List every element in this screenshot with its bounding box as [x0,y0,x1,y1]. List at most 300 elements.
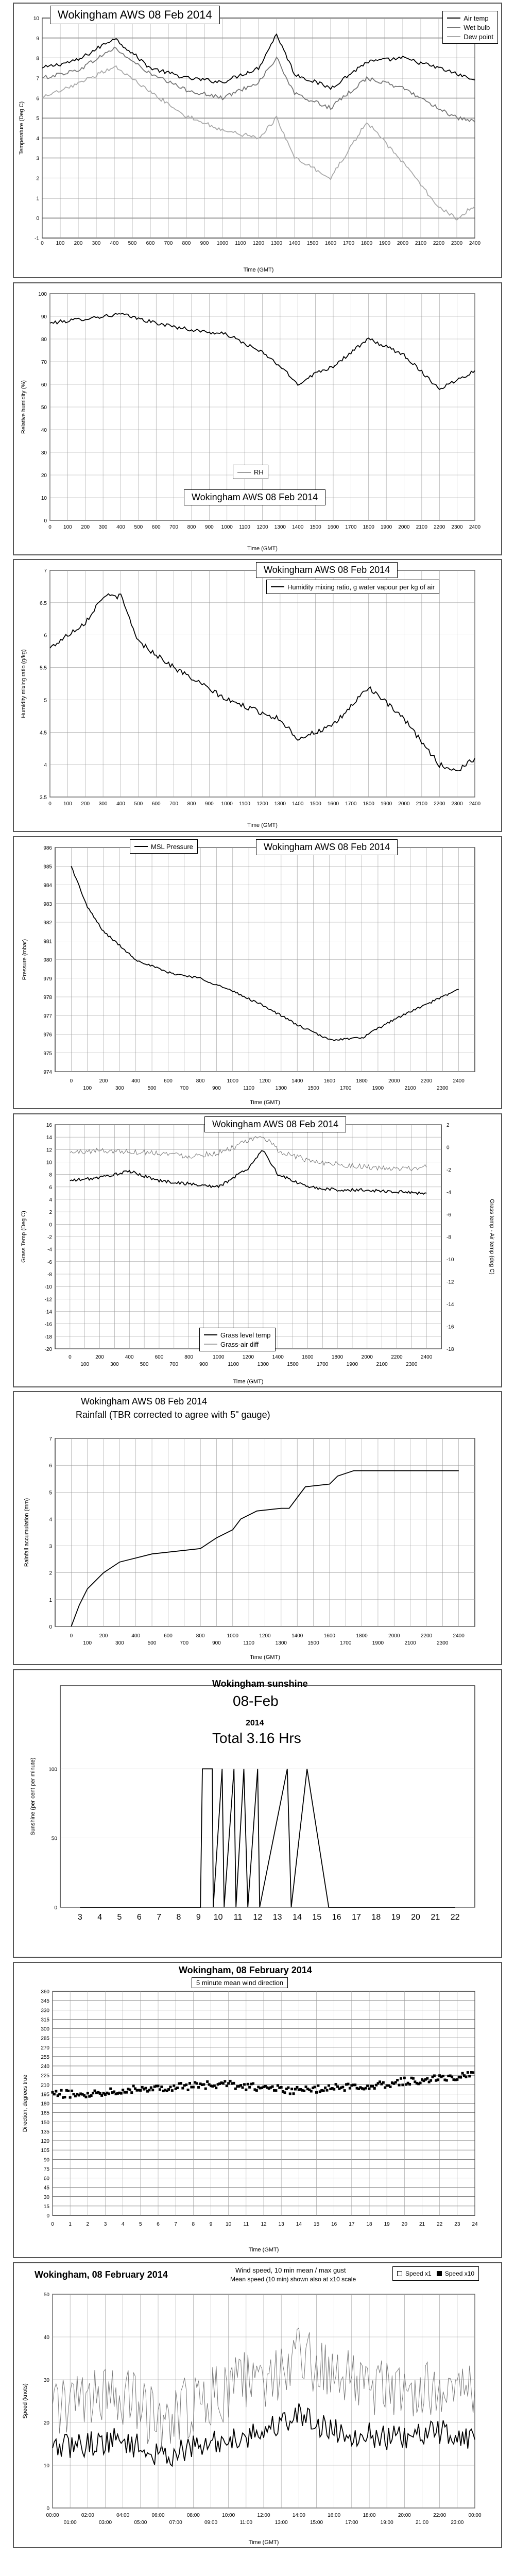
x-tick-label: 2100 [404,1086,416,1091]
chart-title: Wokingham, 08 February 2014 [179,1965,312,1975]
x-tick-label: 9 [209,2222,213,2227]
y2-tick-label: -18 [447,1347,454,1352]
x-axis-label: Time (GMT) [247,822,278,828]
data-point [255,2089,258,2092]
x-tick-label: 2000 [388,1078,400,1084]
x-tick-label: 1700 [345,524,357,530]
x-tick-label: 20:00 [398,2513,411,2518]
y-tick-label: 210 [41,2082,49,2089]
data-point [90,2094,93,2097]
data-point [204,2088,207,2090]
data-point [373,2087,376,2090]
y-tick-label: 60 [41,382,47,388]
y-tick-label: 150 [41,2120,49,2126]
x-tick-label: 4 [97,1913,102,1922]
data-point [322,2090,325,2092]
data-point [456,2078,458,2081]
x-tick-label: 22 [450,1913,460,1922]
x-tick-label: 18 [371,1913,381,1922]
data-point [71,2090,73,2092]
y-tick-label: 105 [41,2148,49,2154]
data-point [245,2089,247,2091]
x-tick-label: 1900 [379,241,391,246]
y-tick-label: 8 [49,1172,52,1178]
x-tick-label: 2200 [434,524,445,530]
x-tick-label: 17 [349,2222,355,2227]
x-tick-label: 200 [95,1354,104,1360]
data-point [284,2091,286,2094]
y2-tick-label: 2 [447,1123,450,1128]
x-tick-label: 2100 [415,241,427,246]
y-tick-label: 2 [49,1210,52,1216]
sunshine-chart [14,1670,501,1957]
data-point [63,2096,66,2098]
data-point [379,2080,381,2083]
data-point [159,2088,161,2091]
data-point [408,2083,411,2086]
data-point [58,2093,61,2095]
y-tick-label: 195 [41,2092,49,2098]
data-point [53,2093,56,2095]
x-tick-label: 1700 [342,241,355,246]
x-tick-label: 22 [437,2222,443,2227]
y-tick-label: 5 [36,116,39,122]
x-tick-label: 2100 [416,524,427,530]
x-tick-label: 1700 [317,1362,329,1367]
x-tick-label: 500 [147,1640,157,1646]
y-tick-label: 100 [38,292,47,297]
chart-title: Wokingham AWS 08 Feb 2014 [256,839,398,855]
y-tick-label: 15 [43,2204,49,2210]
x-tick-label: 800 [196,1633,205,1639]
x-tick-label: 900 [205,801,214,807]
rainfall-chart-panel [13,1391,502,1665]
chart-subtitle: Rainfall (TBR corrected to agree with 5" gauge) [76,1410,270,1420]
x-tick-label: 2100 [376,1362,388,1367]
y-tick-label: 315 [41,2017,49,2023]
legend-label: MSL Pressure [151,842,193,851]
y-tick-label: 10 [33,16,39,22]
chart-legend [130,839,198,854]
y-tick-label: 40 [43,2335,49,2341]
y-tick-label: 4 [49,1517,52,1523]
y-axis-label: Humidity mixing ratio (g/kg) [21,649,27,718]
y-axis-label: Rainfall accumulation (mm) [24,1498,30,1567]
data-point [139,2089,142,2092]
chart-note: Mean speed (10 min) shown also at x10 scale [230,2276,356,2283]
x-tick-label: 04:00 [116,2513,130,2518]
data-point [426,2077,428,2080]
x-tick-label: 100 [56,241,65,246]
x-tick-label: 1900 [372,1086,384,1091]
x-tick-label: 400 [110,241,119,246]
y-axis-label: Sunshine (per cent per minute) [30,1757,36,1836]
y-axis-label: Speed (knots) [22,2383,28,2419]
x-tick-label: 2200 [420,1633,433,1639]
y-tick-label: 976 [43,1032,52,1038]
x-tick-label: 06:00 [151,2513,165,2518]
pressure-swatch [134,846,148,847]
x-tick-label: 900 [200,241,209,246]
x-tick-label: 14:00 [292,2513,305,2518]
wind-direction-chart-panel [13,1962,502,2258]
chart-legend [266,580,439,594]
x-tick-label: 1800 [363,524,374,530]
data-point [132,2084,135,2087]
x-tick-label: 7 [174,2222,177,2227]
x-tick-label: 1600 [323,1633,336,1639]
humidity-chart-panel [13,282,502,555]
data-point [412,2077,415,2080]
x-tick-label: 800 [187,524,196,530]
y-tick-label: 0 [49,1222,52,1228]
x-tick-label: 1300 [275,1640,287,1646]
x-tick-label: 6 [157,2222,160,2227]
x-tick-label: 10 [213,1913,223,1922]
x-tick-label: 1300 [270,241,283,246]
legend-label: Speed x10 [444,2270,475,2277]
x-tick-label: 21 [431,1913,440,1922]
x-tick-label: 1500 [287,1362,299,1367]
data-point [398,2084,401,2087]
data-point [366,2084,369,2087]
temperature-chart [14,4,501,277]
x-tick-label: 13 [278,2222,284,2227]
temperature-chart-panel [13,3,502,278]
data-point [169,2086,171,2088]
data-point [315,2091,318,2094]
y-tick-label: 10 [41,496,47,501]
x-tick-label: 0 [51,2222,54,2227]
x-tick-label: 500 [147,1086,157,1091]
y-tick-label: -4 [47,1247,52,1253]
date-label: 08-Feb [233,1693,279,1709]
pressure-chart-panel [13,836,502,1109]
y-tick-label: 20 [43,2420,49,2426]
data-point [213,2084,216,2087]
x-tick-label: 1000 [216,241,229,246]
x-tick-label: 1700 [345,801,357,807]
y-tick-label: 0 [44,518,47,524]
data-point [247,2083,249,2086]
x-tick-label: 900 [205,524,214,530]
y-tick-label: 4 [44,762,47,769]
x-tick-label: 0 [68,1354,72,1360]
x-tick-label: 2100 [404,1640,416,1646]
x-tick-label: 2400 [421,1354,433,1360]
y-tick-label: 984 [43,883,52,889]
y2-tick-label: -8 [447,1234,451,1241]
x-tick-label: 1600 [324,241,337,246]
data-point [196,2082,198,2084]
data-point [157,2084,160,2087]
wind-direction-chart [14,1963,501,2257]
chart-title: Wokingham AWS 08 Feb 2014 [256,562,398,578]
chart-legend [392,2266,479,2281]
x-tick-label: 13 [272,1913,282,1922]
x-tick-label: 7 [157,1913,162,1922]
y-tick-label: 135 [41,2129,49,2135]
data-point [167,2088,170,2091]
data-point [290,2088,293,2090]
data-point [92,2092,94,2094]
x-tick-label: 2 [86,2222,90,2227]
chart-subtitle: 5 minute mean wind direction [192,1977,288,1988]
y-tick-label: 1 [49,1597,52,1603]
x-tick-label: 600 [151,524,161,530]
data-point [461,2072,464,2075]
data-point [344,2089,346,2092]
x-tick-label: 08:00 [186,2513,200,2518]
y-tick-label: 0 [46,2213,49,2219]
x-tick-label: 8 [176,1913,181,1922]
x-tick-label: 100 [80,1362,90,1367]
x-tick-label: 600 [164,1633,173,1639]
x-tick-label: 16 [331,2222,337,2227]
x-tick-label: 1200 [259,1078,271,1084]
chart-legend [199,1328,276,1351]
x-axis-label: Time (GMT) [250,1099,280,1106]
y-tick-label: 6 [36,96,39,102]
x-tick-label: 3 [104,2222,107,2227]
data-point [242,2086,244,2089]
y-tick-label: 982 [43,920,52,926]
x-tick-label: 1800 [360,241,373,246]
data-point [224,2080,226,2082]
x-tick-label: 300 [115,1640,124,1646]
chart-title: Wokingham, 08 February 2014 [35,2269,168,2280]
x-tick-label: 1200 [256,801,268,807]
x-tick-label: 700 [180,1640,189,1646]
x-tick-label: 500 [134,524,143,530]
data-point [69,2096,72,2099]
legend-label: RH [254,468,264,476]
y-tick-label: 5 [49,1490,52,1496]
x-tick-label: 11 [233,1913,243,1922]
data-point [227,2082,230,2084]
x-tick-label: 1500 [306,241,319,246]
x-tick-label: 00:00 [46,2513,59,2518]
x-tick-label: 1500 [307,1640,319,1646]
y-tick-label: 0 [46,2506,49,2512]
x-tick-label: 2400 [469,241,481,246]
x-tick-label: 1100 [239,524,250,530]
sunshine-chart-panel [13,1669,502,1958]
x-tick-label: 1000 [227,1633,238,1639]
y-tick-label: 40 [41,428,47,433]
x-tick-label: 12 [253,1913,263,1922]
data-point [234,2088,237,2090]
x-tick-label: 2400 [469,524,481,530]
x-tick-label: 1200 [242,1354,254,1360]
x-tick-label: 2300 [451,241,463,246]
x-tick-label: 1100 [235,241,246,246]
y-tick-label: 90 [43,2157,49,2163]
mixing-ratio-chart [14,560,501,831]
x-tick-label: 23:00 [451,2520,464,2526]
data-point [468,2075,471,2077]
x-tick-label: 0 [70,1633,73,1639]
y-tick-label: 360 [41,1989,49,1995]
dew-point-swatch [447,36,460,37]
x-tick-label: 200 [99,1633,108,1639]
data-point [335,2083,337,2086]
data-point [151,2089,154,2091]
x-tick-label: 05:00 [134,2520,147,2526]
data-point [84,2096,87,2098]
y-tick-label: 9 [36,36,39,42]
y-tick-label: 225 [41,2073,49,2079]
data-point [181,2087,184,2090]
data-point [239,2084,242,2087]
y-tick-label: 75 [43,2166,49,2173]
y-tick-label: 30 [41,450,47,456]
x-tick-label: 24 [472,2222,478,2227]
y-tick-label: 7 [44,568,47,574]
y-tick-label: 7 [49,1436,52,1442]
x-axis-label: Time (GMT) [247,546,278,552]
year-label: 2014 [246,1719,264,1727]
x-tick-label: 100 [63,801,72,807]
data-point [459,2076,462,2079]
x-tick-label: 02:00 [81,2513,94,2518]
data-point [232,2082,235,2084]
x-tick-label: 2200 [433,241,445,246]
y-axis-label: Direction, degrees true [22,2074,28,2132]
chart-title: Wokingham AWS 08 Feb 2014 [50,6,220,24]
y2-tick-label: -10 [447,1257,454,1263]
x-tick-label: 9 [196,1913,201,1922]
x-tick-label: 1100 [228,1362,239,1367]
data-point [185,2083,187,2086]
x-tick-label: 21:00 [415,2520,429,2526]
x-tick-label: 500 [140,1362,149,1367]
y-tick-label: 4.5 [40,730,47,736]
y-tick-label: 90 [41,314,47,320]
x-tick-label: 1800 [331,1354,344,1360]
data-point [437,2078,439,2081]
x-axis-label: Time (GMT) [248,2539,279,2546]
data-point [176,2087,179,2089]
data-point [122,2089,124,2091]
data-point [289,2092,291,2095]
x-tick-label: 19 [384,2222,390,2227]
x-tick-label: 4 [121,2222,125,2227]
y-tick-label: -8 [47,1272,52,1278]
y-tick-label: 330 [41,2008,49,2014]
x-tick-label: 1500 [310,524,321,530]
y-tick-label: 3.5 [40,795,47,801]
legend-label: Air temp [464,14,489,22]
x-tick-label: 19 [391,1913,401,1922]
x-tick-label: 18:00 [363,2513,376,2518]
x-tick-label: 15:00 [310,2520,323,2526]
y-tick-label: -2 [47,1234,52,1241]
x-tick-label: 00:00 [468,2513,482,2518]
chart-title: Wokingham AWS 08 Feb 2014 [204,1116,346,1132]
x-tick-label: 5 [117,1913,122,1922]
x-tick-label: 600 [146,241,155,246]
x-tick-label: 0 [48,801,52,807]
y-tick-label: 180 [41,2101,49,2107]
data-point [467,2071,469,2074]
x-tick-label: 0 [70,1078,73,1084]
x-tick-label: 700 [180,1086,189,1091]
wet-bulb-swatch [447,27,460,28]
data-point [333,2088,335,2091]
y-tick-label: -6 [47,1259,52,1265]
legend-label: Humidity mixing ratio, g water vapour per kg of air [287,583,435,591]
x-tick-label: 1800 [356,1633,368,1639]
y-tick-label: 20 [41,473,47,479]
y-tick-label: 6 [44,633,47,639]
data-point [188,2082,191,2084]
x-tick-label: 1200 [259,1633,271,1639]
y2-tick-label: -2 [447,1167,451,1173]
x-tick-label: 11 [243,2222,249,2227]
y-tick-label: 10 [46,1160,52,1166]
x-tick-label: 1300 [274,524,286,530]
y2-tick-label: -6 [447,1212,451,1218]
x-tick-label: 1900 [381,524,392,530]
y-tick-label: 977 [43,1013,52,1020]
y-tick-label: 120 [41,2139,49,2144]
y-tick-label: -1 [35,236,39,242]
chart-title: Wokingham AWS 08 Feb 2014 [81,1396,208,1406]
data-point [148,2089,150,2091]
x-tick-label: 10:00 [222,2513,235,2518]
data-point [197,2086,200,2089]
x-tick-label: 400 [116,801,125,807]
data-point [317,2084,319,2087]
total-label: Total 3.16 Hrs [212,1730,301,1746]
y2-tick-label: -16 [447,1324,454,1330]
y-tick-label: 285 [41,2036,49,2042]
data-point [243,2083,246,2086]
y-tick-label: 8 [36,56,39,62]
x-tick-label: 1200 [252,241,265,246]
rainfall-chart [14,1392,501,1664]
data-point [125,2091,128,2094]
y-tick-label: 0 [36,216,39,222]
data-point [171,2089,174,2092]
data-point [328,2084,330,2087]
y-tick-label: 165 [41,2110,49,2116]
x-tick-label: 09:00 [204,2520,218,2526]
x-tick-label: 100 [83,1086,92,1091]
x-tick-label: 1300 [257,1362,269,1367]
y-tick-label: 2 [49,1570,52,1577]
x-tick-label: 14 [296,2222,302,2227]
x-tick-label: 200 [74,241,83,246]
y-tick-label: 2 [36,176,39,182]
y-tick-label: -16 [44,1321,52,1328]
data-point [100,2094,103,2097]
chart-legend [442,11,498,44]
chart-subtitle: Wind speed, 10 min mean / max gust [235,2266,346,2274]
x-tick-label: 1000 [221,524,233,530]
x-tick-label: 2400 [469,801,481,807]
y-tick-label: 6 [49,1184,52,1191]
x-tick-label: 1000 [221,801,233,807]
y-axis-label: Temperature (Deg C) [19,101,25,155]
pressure-chart [14,837,501,1108]
data-point [341,2086,344,2088]
x-tick-label: 1100 [243,1640,254,1646]
y-tick-label: 345 [41,1998,49,2005]
data-point [130,2091,133,2094]
x-tick-label: 400 [116,524,125,530]
